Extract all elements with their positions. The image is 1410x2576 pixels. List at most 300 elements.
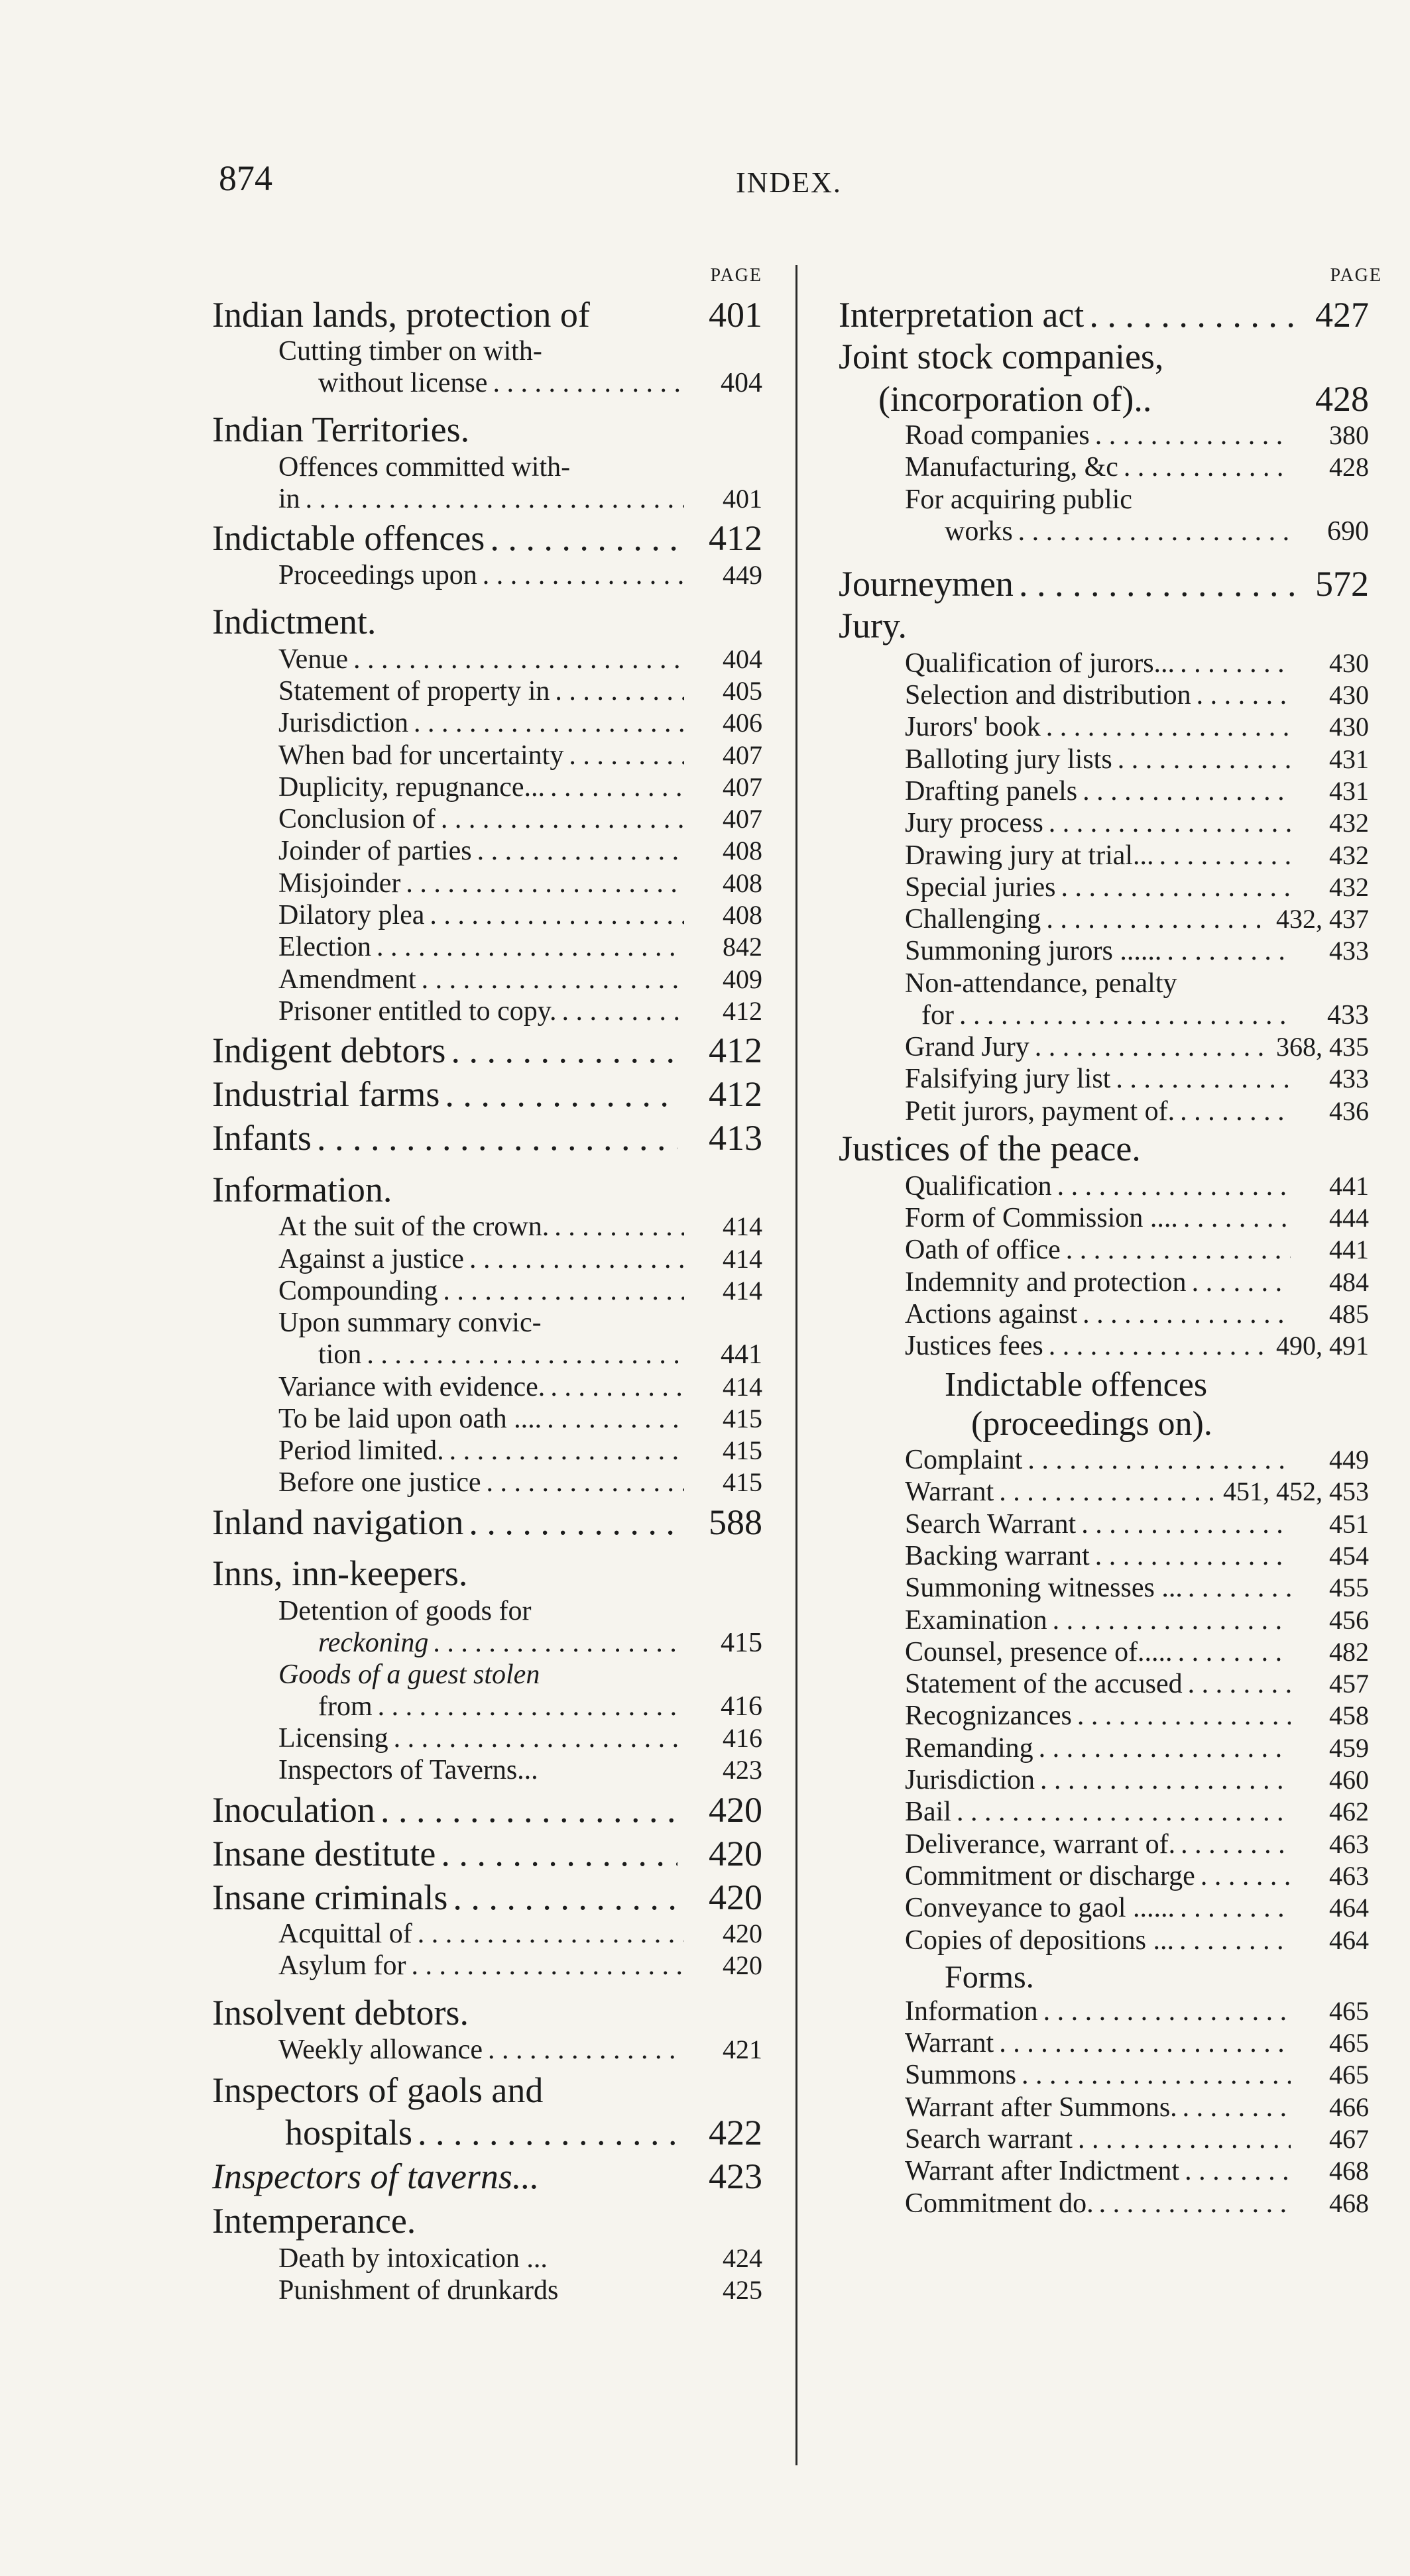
entry-page: 432 [1329, 840, 1369, 870]
entry-label: Indemnity and protection [905, 1266, 1187, 1298]
information-subentries [212, 1371, 762, 1499]
index-subentry [839, 807, 1369, 839]
dot-leader [1179, 1925, 1291, 1956]
entry-page: 449 [723, 559, 762, 590]
entry-page: 449 [1329, 1445, 1369, 1475]
entry-label: Weekly allowance [278, 2035, 483, 2066]
entry-page: 404 [723, 644, 762, 674]
entry-page: 408 [723, 900, 762, 930]
dot-leader [1019, 563, 1304, 604]
index-subentry [839, 1444, 1369, 1476]
entry-label: When bad for uncertainty [278, 740, 564, 771]
entry-page: 490, 491 [1276, 1331, 1369, 1361]
index-entry [839, 563, 1369, 604]
entry-label: Actions against [905, 1298, 1078, 1329]
entry-page: 428 [1315, 378, 1369, 419]
entry-label: Against a justice [278, 1243, 464, 1274]
dot-leader [477, 835, 684, 867]
index-subentry [212, 1275, 762, 1307]
dot-leader [1180, 1892, 1291, 1924]
index-subentry [839, 1995, 1369, 2027]
index-entry [212, 2156, 762, 2197]
index-entry [212, 1030, 762, 1071]
index-subentry-line: Goods of a guest stolen [278, 1659, 540, 1690]
entry-page: 464 [1329, 1925, 1369, 1955]
entry-page: 482 [1329, 1636, 1369, 1667]
index-subheading: Indictable offences [945, 1365, 1208, 1404]
entry-label: Acquittal of [278, 1919, 412, 1950]
entry-page: 404 [721, 368, 762, 399]
index-subentry [839, 2188, 1369, 2219]
index-subentry [212, 675, 762, 707]
dot-leader [547, 1403, 684, 1435]
dot-leader [377, 931, 684, 963]
jury-subentries [839, 1031, 1369, 1127]
entry-page: 459 [1329, 1732, 1369, 1763]
entry-page: 465 [1329, 1995, 1369, 2026]
dot-leader [449, 1435, 684, 1467]
dot-leader [1028, 1444, 1291, 1476]
entry-label: Venue [278, 644, 348, 675]
entry-label: Warrant [905, 2028, 994, 2059]
entry-page: 433 [1329, 936, 1369, 966]
index-subentry [839, 1732, 1369, 1764]
entry-page: 422 [709, 2112, 762, 2153]
entry-label: Duplicity, repugnance... [278, 771, 545, 803]
entry-page: 407 [723, 771, 762, 802]
dot-leader [418, 2112, 677, 2153]
dot-leader [1049, 807, 1291, 839]
index-subentry [839, 711, 1369, 743]
entry-label: for [921, 999, 954, 1031]
entry-page: 415 [723, 1467, 762, 1498]
entry-label: Oath of office [905, 1235, 1061, 1266]
entry-label: Road companies [905, 420, 1090, 451]
index-subentry [839, 1860, 1369, 1892]
entry-label: Journeymen [839, 563, 1014, 604]
entry-label: Summons [905, 2060, 1017, 2091]
entry-label: Summoning witnesses ... [905, 1573, 1183, 1604]
index-subentry [212, 483, 762, 515]
index-subentry [839, 1636, 1369, 1668]
entry-label: Conclusion of [278, 804, 436, 835]
index-subentry [839, 775, 1369, 807]
page-column-label: PAGE [710, 265, 762, 286]
entry-label: Summoning jurors ...... [905, 936, 1162, 967]
dot-leader [378, 1691, 684, 1722]
entry-label: Inspectors of Taverns... [278, 1755, 538, 1786]
entry-label: Indigent debtors [212, 1031, 446, 1071]
index-heading: Joint stock companies, [839, 337, 1164, 377]
entry-label: Inoculation [212, 1789, 375, 1830]
index-subentry [212, 2243, 762, 2274]
index-subentry [212, 1918, 762, 1950]
entry-label: Dilatory plea [278, 900, 425, 931]
entry-label: At the suit of the crown. [278, 1211, 550, 1243]
index-subentry [839, 1668, 1369, 1700]
index-subentry [212, 644, 762, 675]
index-subentry [839, 1764, 1369, 1796]
dot-leader [1046, 903, 1271, 935]
dot-leader [1188, 1572, 1291, 1604]
dot-leader [1183, 2092, 1291, 2123]
index-subentry [839, 1234, 1369, 1266]
dot-leader [1124, 451, 1291, 483]
entry-page: 430 [1329, 712, 1369, 742]
entry-page: 485 [1329, 1298, 1369, 1329]
index-entry [212, 1117, 762, 1158]
index-entry [212, 1877, 762, 1918]
information-subentries [212, 1211, 762, 1307]
entry-page: 460 [1329, 1765, 1369, 1795]
entry-page: 455 [1329, 1573, 1369, 1603]
index-subentry [839, 1170, 1369, 1202]
entry-page: 407 [723, 804, 762, 834]
index-subheading: (proceedings on). [971, 1405, 1212, 1443]
entry-label: (incorporation of).. [878, 378, 1152, 419]
entry-page: 466 [1329, 2092, 1369, 2122]
dot-leader [1039, 1732, 1291, 1764]
index-subentry [839, 1508, 1369, 1540]
index-subentry [839, 2123, 1369, 2155]
entry-page: 401 [709, 295, 762, 335]
dot-leader [1178, 1636, 1291, 1668]
entry-page: 572 [1315, 563, 1369, 604]
dot-leader [451, 1030, 677, 1071]
dot-leader [550, 1371, 684, 1403]
entry-page: 467 [1329, 2124, 1369, 2155]
entry-page: 430 [1329, 680, 1369, 710]
entry-page: 420 [723, 1919, 762, 1949]
entry-page: 416 [721, 1691, 762, 1722]
dot-leader [1035, 1031, 1271, 1063]
entry-page: 415 [723, 1435, 762, 1466]
index-subentry [839, 1330, 1369, 1362]
dot-leader [1095, 420, 1291, 451]
dot-leader [445, 1074, 677, 1115]
entry-page: 408 [723, 836, 762, 866]
entry-label: works [945, 516, 1013, 547]
entry-page: 433 [1329, 1064, 1369, 1094]
index-subentry [839, 1095, 1369, 1127]
entry-label: Manufacturing, &c [905, 452, 1118, 483]
index-subentry [839, 1604, 1369, 1636]
entry-label: Jurisdiction [278, 708, 408, 739]
entry-label: Asylum for [278, 1950, 406, 1982]
entry-label: To be laid upon oath .... [278, 1403, 542, 1434]
dot-leader [1095, 1540, 1291, 1572]
index-subentry [839, 1796, 1369, 1828]
entry-label: without license [318, 368, 488, 399]
index-subentry [212, 1211, 762, 1243]
entry-label: Deliverance, warrant of. [905, 1828, 1176, 1860]
dot-leader [999, 2027, 1291, 2059]
entry-page: 432, 437 [1276, 904, 1369, 934]
entry-label: in [278, 484, 300, 515]
entry-label: Search warrant [905, 2124, 1073, 2155]
dot-leader [1078, 2123, 1291, 2155]
index-subentry [839, 871, 1369, 903]
dot-leader [1185, 2155, 1291, 2187]
entry-page: 412 [709, 1074, 762, 1115]
entry-page: 468 [1329, 2156, 1369, 2186]
dot-leader [430, 899, 684, 931]
entry-label: Statement of property in [278, 675, 550, 706]
entry-label: Proceedings upon [278, 559, 477, 590]
entry-label: Death by intoxication ... [278, 2243, 548, 2274]
entry-page: 441 [1329, 1235, 1369, 1265]
entry-page: 416 [723, 1723, 762, 1754]
index-subentry [212, 1754, 762, 1786]
page-column-label: PAGE [1330, 265, 1382, 286]
index-subentry [839, 1298, 1369, 1330]
index-subentry [212, 2034, 762, 2066]
entry-label: Conveyance to gaol ...... [905, 1893, 1175, 1924]
entry-label: Insane criminals [212, 1877, 448, 1917]
dot-leader [1066, 1234, 1291, 1266]
dot-leader [1018, 516, 1291, 547]
entry-page: 420 [709, 1833, 762, 1874]
index-subentry [839, 1266, 1369, 1298]
entry-page: 413 [709, 1118, 762, 1158]
entry-page: 414 [723, 1275, 762, 1306]
index-subheading: Forms. [945, 1959, 1034, 1995]
entry-page: 458 [1329, 1701, 1369, 1731]
entry-label: Challenging [905, 904, 1041, 935]
entry-page: 406 [723, 708, 762, 738]
dot-leader [1181, 1828, 1291, 1860]
entry-page: 432 [1329, 808, 1369, 838]
dot-leader [414, 707, 684, 739]
entry-page: 428 [1329, 452, 1369, 482]
dot-leader [469, 1243, 684, 1275]
index-subentry [839, 2059, 1369, 2091]
entry-label: Before one justice [278, 1467, 481, 1498]
dot-leader [1099, 2188, 1291, 2219]
dot-leader [562, 995, 684, 1027]
dot-leader [1118, 744, 1291, 775]
entry-label: Compounding [278, 1275, 438, 1306]
index-subentry [839, 679, 1369, 711]
index-subentry [212, 771, 762, 803]
entry-label: Grand Jury [905, 1032, 1029, 1063]
dot-leader [1188, 1668, 1291, 1700]
entry-page: 405 [723, 675, 762, 706]
dot-leader [957, 1796, 1291, 1828]
entry-label: Interpretation act [839, 295, 1085, 335]
index-heading: Indian Territories. [212, 410, 470, 450]
column-divider [795, 265, 797, 2465]
left-column [212, 265, 762, 2306]
entry-page: 424 [723, 2243, 762, 2273]
index-subentry [212, 1691, 762, 1722]
index-subentry [839, 2155, 1369, 2187]
entry-label: tion [318, 1339, 362, 1371]
entry-page: 401 [723, 484, 762, 514]
index-heading: Inspectors of gaols and [212, 2070, 544, 2110]
entry-page: 451, 452, 453 [1223, 1477, 1369, 1507]
entry-page: 842 [723, 932, 762, 962]
entry-page: 420 [709, 1877, 762, 1917]
entry-label: from [318, 1691, 373, 1722]
index-subentry [839, 999, 1369, 1031]
dot-leader [394, 1722, 684, 1754]
index-entry [212, 1074, 762, 1115]
entry-page: 465 [1329, 2060, 1369, 2090]
dot-leader [1089, 294, 1304, 335]
entry-page: 431 [1329, 744, 1369, 774]
index-subentry [839, 840, 1369, 871]
index-entry [212, 2112, 762, 2153]
dot-leader [1081, 1508, 1291, 1540]
index-subentry [212, 2274, 762, 2306]
entry-label: Indian lands, protection of [212, 295, 590, 335]
index-subentry [839, 2027, 1369, 2059]
entry-label: Examination [905, 1604, 1047, 1636]
entry-page: 407 [723, 740, 762, 770]
entry-page: 465 [1329, 2028, 1369, 2058]
dot-leader [999, 1476, 1218, 1508]
dot-leader [1201, 1860, 1291, 1892]
entry-label: Form of Commission .... [905, 1203, 1178, 1234]
dot-leader [1046, 711, 1291, 743]
dot-leader [1183, 1202, 1291, 1234]
index-subentry [839, 1828, 1369, 1860]
index-subentry [212, 803, 762, 835]
index-subentry-line: Non-attendance, penalty [905, 968, 1177, 999]
entry-label: Joinder of parties [278, 836, 472, 867]
index-subentry [212, 995, 762, 1027]
dot-leader [1180, 1095, 1291, 1127]
index-subentry [212, 1435, 762, 1467]
index-subentry [839, 1700, 1369, 1732]
entry-page: 588 [709, 1502, 762, 1542]
index-subentry [212, 964, 762, 995]
dot-leader [353, 644, 684, 675]
entry-label: Misjoinder [278, 868, 401, 899]
index-subentry [212, 1950, 762, 1982]
index-heading: Information. [212, 1169, 392, 1209]
index-subentry-line: Upon summary convic- [278, 1308, 542, 1339]
proceedings-subentries [839, 1444, 1369, 1956]
dot-leader [381, 1789, 677, 1830]
entry-page: 412 [709, 1031, 762, 1071]
entry-page: 462 [1329, 1797, 1369, 1827]
entry-label: Jurisdiction [905, 1765, 1035, 1796]
entry-label: Remanding [905, 1732, 1033, 1764]
entry-page: 414 [723, 1211, 762, 1242]
index-subentry [839, 451, 1369, 483]
dot-leader [443, 1275, 684, 1307]
index-entry [212, 1502, 762, 1543]
index-subentry [839, 647, 1369, 679]
entry-page: 415 [721, 1627, 762, 1658]
entry-page: 463 [1329, 1828, 1369, 1859]
index-subentry [212, 1627, 762, 1659]
entry-label: Qualification [905, 1170, 1052, 1202]
entry-label: Jurors' book [905, 712, 1041, 743]
entry-page: 414 [723, 1243, 762, 1274]
entry-page: 484 [1329, 1266, 1369, 1297]
entry-page: 412 [709, 518, 762, 559]
dot-leader [1057, 1170, 1291, 1202]
entry-label: Insane destitute [212, 1833, 436, 1874]
entry-label: Inland navigation [212, 1502, 464, 1542]
entry-page: 408 [723, 868, 762, 898]
index-subentry [839, 1476, 1369, 1508]
index-entry [839, 294, 1369, 335]
entry-label: Warrant [905, 1477, 994, 1508]
dot-leader [550, 771, 684, 803]
index-entry [212, 294, 762, 335]
entry-label: Period limited. [278, 1435, 444, 1467]
dot-leader [1083, 1298, 1291, 1330]
entry-page: 441 [721, 1339, 762, 1371]
dot-leader [1077, 1700, 1291, 1732]
entry-page: 421 [723, 2035, 762, 2065]
dot-leader [1022, 2059, 1291, 2091]
entry-label: Copies of depositions ... [905, 1925, 1174, 1956]
index-subentry [212, 559, 762, 591]
entry-label: Falsifying jury list [905, 1064, 1111, 1095]
entry-label: Inspectors of taverns... [212, 2156, 540, 2196]
dot-leader [1083, 775, 1291, 807]
entry-label: Information [905, 1995, 1038, 2027]
entry-label: Election [278, 932, 371, 963]
page-title: INDEX. [736, 166, 842, 199]
entry-label: Balloting jury lists [905, 744, 1112, 775]
dot-leader [453, 1877, 677, 1918]
index-subentry [212, 740, 762, 771]
entry-page: 433 [1327, 999, 1369, 1031]
entry-label: reckoning [318, 1627, 429, 1658]
entry-page: 468 [1329, 2188, 1369, 2218]
dot-leader [483, 559, 684, 591]
index-subentry [212, 707, 762, 739]
index-subentry [212, 1339, 762, 1371]
entry-label: Search Warrant [905, 1508, 1077, 1540]
dot-leader [367, 1339, 684, 1371]
dot-leader [317, 1117, 677, 1158]
entry-label: Commitment do. [905, 2188, 1094, 2219]
entry-page: 420 [709, 1789, 762, 1830]
entry-label: Drawing jury at trial... [905, 840, 1154, 871]
entry-label: Infants [212, 1118, 312, 1158]
index-heading: Jury. [839, 605, 907, 645]
entry-page: 409 [723, 964, 762, 994]
dot-leader [1167, 935, 1291, 967]
index-subentry [212, 1722, 762, 1754]
dot-leader [1159, 840, 1291, 871]
entry-page: 412 [723, 995, 762, 1026]
entry-label: Prisoner entitled to copy. [278, 995, 557, 1027]
index-subentry-line: Offences committed with- [278, 452, 571, 483]
entry-page: 420 [723, 1950, 762, 1981]
entry-label: Backing warrant [905, 1540, 1090, 1571]
dot-leader [422, 964, 684, 995]
entry-page: 368, 435 [1276, 1032, 1369, 1062]
index-entry [212, 518, 762, 559]
entry-label: Jury process [905, 808, 1043, 839]
entry-label: Amendment [278, 964, 416, 995]
index-subentry [839, 420, 1369, 451]
entry-page: 463 [1329, 1860, 1369, 1891]
dot-leader [469, 1502, 677, 1543]
index-subentry [212, 931, 762, 963]
index-entry [212, 1789, 762, 1830]
index-subentry [839, 935, 1369, 967]
dot-leader [1061, 871, 1291, 903]
